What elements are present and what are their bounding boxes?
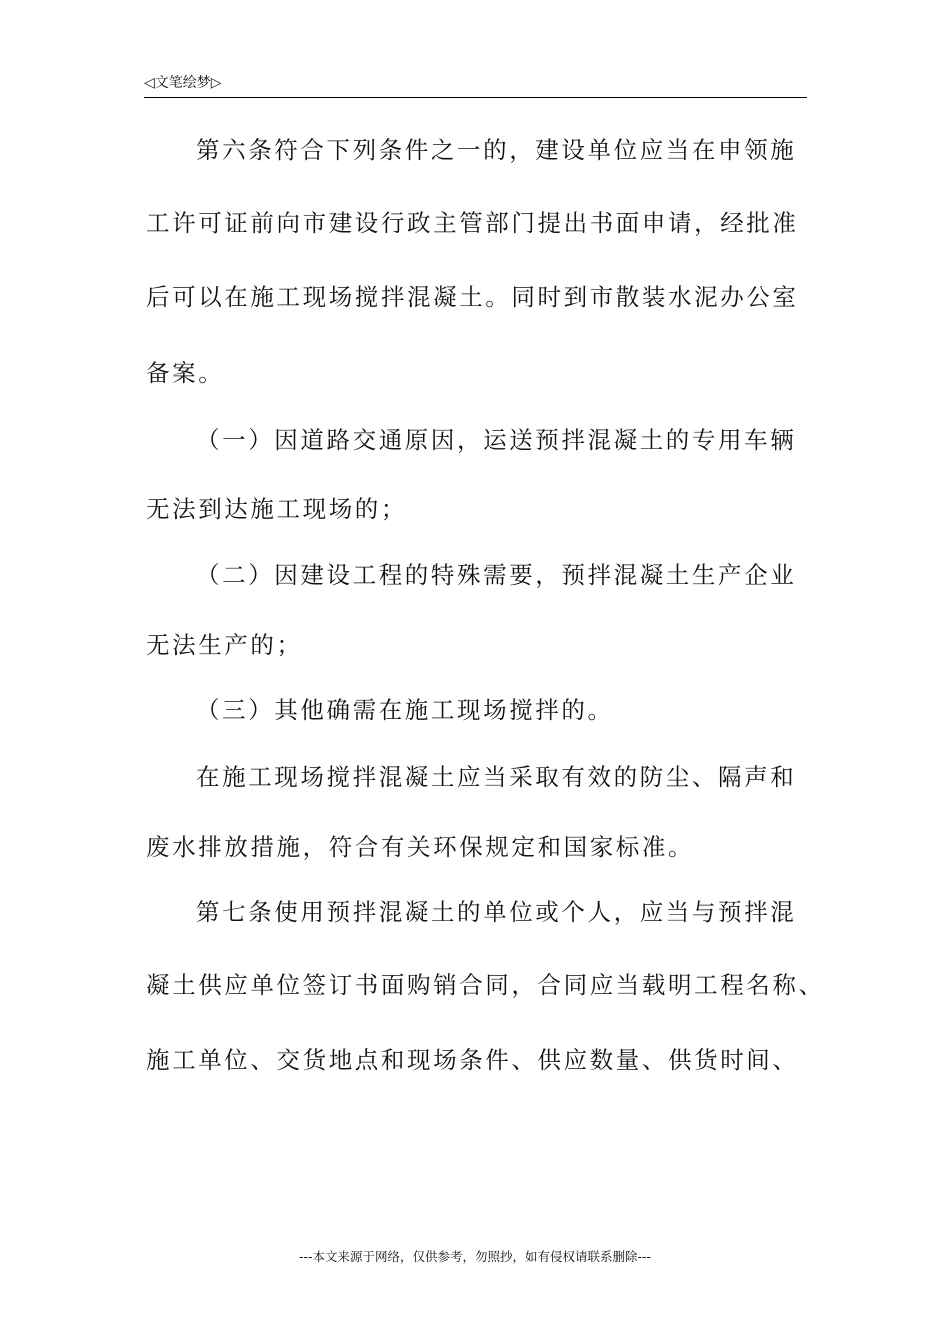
body-line: 废水排放措施，符合有关环保规定和国家标准。 — [146, 833, 695, 861]
header-divider — [144, 97, 807, 98]
body-line: 凝土供应单位签订书面购销合同，合同应当载明工程名称、 — [146, 971, 825, 999]
body-line: （三）其他确需在施工现场搅拌的。 — [196, 696, 614, 724]
page-header-title: ◁文笔绘梦▷ — [144, 75, 222, 91]
body-line: （二）因建设工程的特殊需要，预拌混凝土生产企业 — [196, 561, 797, 589]
body-line: 无法到达施工现场的； — [146, 495, 407, 523]
body-line: 第七条使用预拌混凝土的单位或个人，应当与预拌混 — [196, 898, 797, 926]
body-line: 无法生产的； — [146, 631, 303, 659]
body-line: 后可以在施工现场搅拌混凝土。同时到市散装水泥办公室 — [146, 283, 799, 311]
body-line: 第六条符合下列条件之一的，建设单位应当在申领施 — [196, 136, 797, 164]
body-line: 在施工现场搅拌混凝土应当采取有效的防尘、隔声和 — [196, 763, 797, 791]
page-footer-disclaimer: ---本文来源于网络，仅供参考，勿照抄，如有侵权请联系删除--- — [298, 1249, 652, 1264]
body-line: 工许可证前向市建设行政主管部门提出书面申请，经批准 — [146, 209, 799, 237]
body-line: 施工单位、交货地点和现场条件、供应数量、供货时间、 — [146, 1046, 799, 1074]
body-line: （一）因道路交通原因，运送预拌混凝土的专用车辆 — [196, 426, 797, 454]
body-line: 备案。 — [146, 359, 225, 387]
